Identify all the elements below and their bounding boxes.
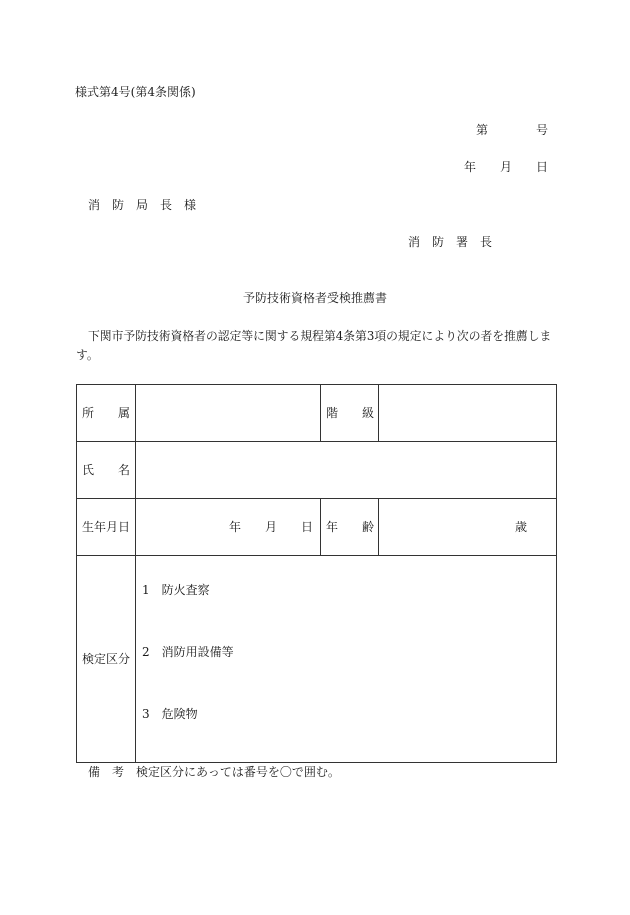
age-unit: 歳 — [379, 499, 557, 556]
rank-value-cell — [379, 385, 557, 442]
birthdate-label: 生年月日 — [77, 499, 136, 556]
table-row-name — [77, 442, 557, 499]
form-number: 様式第4号(第4条関係) — [75, 85, 196, 99]
date-line: 年 月 日 — [463, 160, 548, 174]
category-item-fire-equipment: 2 消防用設備等 — [142, 645, 234, 659]
table-row-affiliation — [77, 385, 557, 442]
age-label: 年 齢 — [321, 499, 379, 556]
sender: 消 防 署 長 — [408, 235, 493, 249]
document-title: 予防技術資格者受検推薦書 — [242, 291, 387, 305]
table-row-birthdate — [77, 499, 557, 556]
body-paragraph: 下関市予防技術資格者の認定等に関する規程第4条第3項の規定により次の者を推薦します。 — [76, 329, 552, 362]
rank-label: 階 級 — [321, 385, 379, 442]
document-number: 第 号 — [475, 123, 548, 137]
category-label: 検定区分 — [77, 556, 136, 763]
table-row-category — [77, 556, 557, 763]
category-item-hazardous-materials: 3 危険物 — [142, 707, 198, 721]
name-label: 氏 名 — [77, 442, 136, 499]
note-label: 備 考 — [88, 765, 125, 779]
name-value-cell — [136, 442, 557, 499]
birthdate-value: 年 月 日 — [136, 499, 321, 556]
category-list — [136, 556, 557, 763]
addressee: 消 防 局 長 様 — [88, 198, 197, 212]
affiliation-label: 所 属 — [77, 385, 136, 442]
category-item-fire-inspection: 1 防火査察 — [142, 583, 210, 597]
affiliation-value-cell — [136, 385, 321, 442]
note-text: 検定区分にあっては番号を〇で囲む。 — [136, 765, 340, 779]
recommendation-table — [76, 384, 557, 763]
